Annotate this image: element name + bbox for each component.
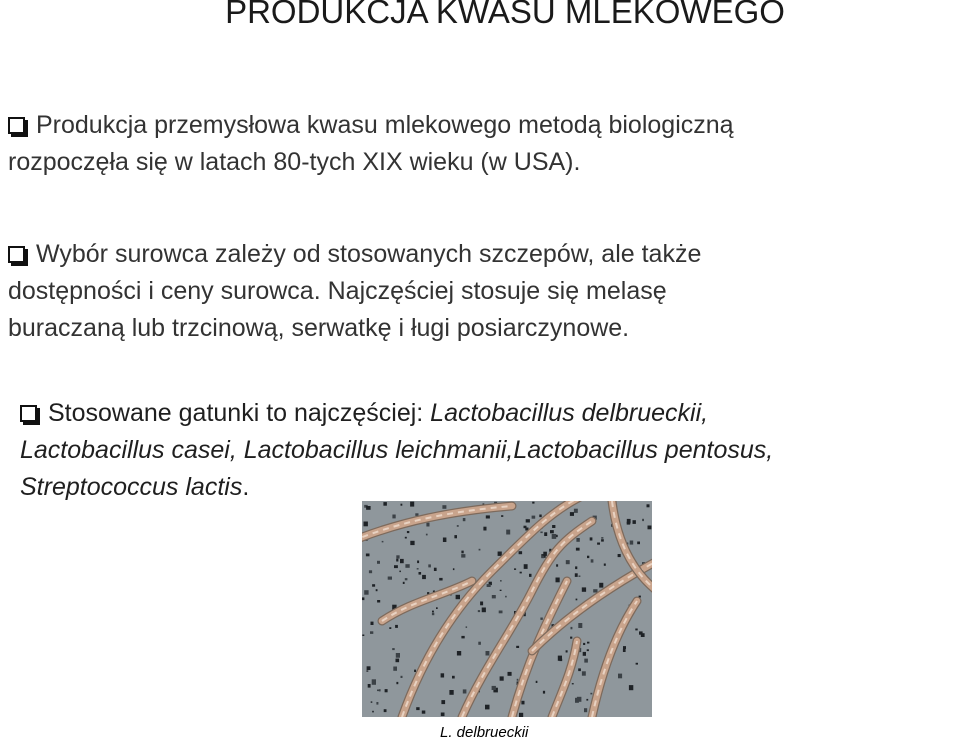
micrograph-dot bbox=[579, 576, 581, 577]
micrograph-dot bbox=[372, 584, 375, 587]
micrograph-dot bbox=[582, 587, 586, 591]
micrograph-dot bbox=[520, 572, 522, 574]
micrograph-dot bbox=[362, 635, 364, 637]
micrograph-dot bbox=[453, 568, 455, 570]
micrograph-dot bbox=[428, 564, 431, 567]
micrograph-dot bbox=[578, 668, 581, 671]
page-title: PRODUKCJA KWASU MLEKOWEGO bbox=[225, 0, 785, 30]
micrograph-dot bbox=[436, 607, 438, 609]
micrograph-dot bbox=[432, 613, 434, 616]
micrograph-dot bbox=[501, 515, 503, 517]
micrograph-dot bbox=[506, 530, 510, 535]
micrograph-dot bbox=[492, 595, 496, 598]
micrograph-dot bbox=[586, 699, 588, 701]
micrograph-dot bbox=[532, 502, 534, 504]
micrograph-dot bbox=[388, 577, 392, 580]
paragraph-raw-materials-line-1: Wybór surowca zależy od stosowanych szczepów, ale także bbox=[8, 236, 701, 273]
micrograph-dot bbox=[590, 537, 593, 540]
micrograph-dot bbox=[552, 534, 557, 539]
micrograph-dot bbox=[366, 554, 370, 557]
micrograph-dot bbox=[498, 552, 502, 556]
micrograph-dot bbox=[466, 626, 468, 628]
species-streptococcus-lactis: Streptococcus lactis bbox=[20, 473, 243, 501]
micrograph-dot bbox=[623, 649, 626, 652]
bacteria-micrograph-image bbox=[362, 501, 652, 717]
micrograph-dot bbox=[370, 631, 373, 634]
micrograph-dot bbox=[492, 686, 496, 690]
micrograph-dot bbox=[367, 666, 371, 670]
micrograph-dot bbox=[382, 541, 384, 543]
checkbox-bullet-icon bbox=[8, 117, 25, 134]
micrograph-dot bbox=[539, 515, 541, 518]
micrograph-dot bbox=[508, 672, 512, 676]
micrograph-dot bbox=[457, 651, 461, 656]
micrograph-dot bbox=[377, 600, 380, 603]
micrograph-dot bbox=[461, 554, 465, 558]
micrograph-dot bbox=[618, 674, 622, 679]
paragraph-raw-materials-line-3: buraczaną lub trzcinową, serwatkę i ługi posiarczynowe. bbox=[8, 314, 630, 342]
bacteria-micrograph-svg bbox=[362, 501, 652, 717]
micrograph-dot bbox=[566, 560, 570, 564]
micrograph-dot bbox=[637, 542, 640, 545]
micrograph-dot bbox=[566, 650, 568, 652]
micrograph-dot bbox=[648, 526, 652, 530]
micrograph-dot bbox=[478, 610, 480, 612]
micrograph-dot bbox=[552, 525, 555, 528]
micrograph-dot bbox=[526, 519, 530, 522]
micrograph-dot bbox=[635, 629, 637, 631]
micrograph-dot bbox=[396, 559, 398, 562]
micrograph-dot bbox=[416, 707, 419, 710]
micrograph-dot bbox=[541, 556, 544, 559]
micrograph-dot bbox=[591, 559, 594, 562]
micrograph-dot bbox=[417, 561, 419, 564]
micrograph-dot bbox=[500, 590, 502, 591]
paragraph-raw-materials bbox=[8, 236, 701, 347]
micrograph-dot bbox=[405, 578, 408, 580]
micrograph-dot bbox=[478, 642, 481, 645]
micrograph-dot bbox=[452, 676, 455, 679]
micrograph-dot bbox=[582, 671, 586, 675]
micrograph-dot bbox=[377, 561, 380, 564]
micrograph-dot bbox=[407, 531, 409, 533]
micrograph-dot bbox=[394, 565, 398, 568]
micrograph-dot bbox=[572, 683, 574, 684]
micrograph-dot bbox=[593, 589, 597, 592]
micrograph-dot bbox=[479, 549, 481, 551]
micrograph-dot bbox=[377, 690, 379, 692]
micrograph-dot bbox=[372, 679, 376, 685]
micrograph-dot bbox=[601, 537, 603, 539]
micrograph-dot bbox=[519, 713, 523, 717]
micrograph-dot bbox=[599, 583, 603, 588]
micrograph-dot bbox=[414, 670, 416, 672]
micrograph-dot bbox=[369, 570, 372, 573]
micrograph-dot bbox=[500, 580, 502, 582]
micrograph-dot bbox=[514, 568, 516, 570]
micrograph-dot bbox=[432, 611, 434, 613]
micrograph-dot bbox=[590, 693, 592, 695]
micrograph-dot bbox=[499, 611, 503, 614]
micrograph-dot bbox=[524, 564, 528, 569]
micrograph-dot bbox=[385, 689, 388, 692]
micrograph-dot bbox=[405, 564, 409, 568]
micrograph-dot bbox=[371, 622, 374, 625]
micrograph-dot bbox=[393, 667, 397, 671]
micrograph-dot bbox=[399, 571, 401, 573]
micrograph-dot bbox=[517, 679, 519, 681]
micrograph-dot bbox=[642, 519, 644, 521]
micrograph-dot bbox=[461, 636, 464, 639]
micrograph-dot bbox=[521, 701, 524, 705]
micrograph-dot bbox=[463, 689, 467, 693]
micrograph-dot bbox=[392, 648, 395, 650]
micrograph-dot bbox=[410, 541, 414, 545]
micrograph-dot bbox=[575, 573, 578, 577]
micrograph-dot bbox=[434, 568, 437, 571]
micrograph-dot bbox=[449, 690, 453, 695]
micrograph-dot bbox=[403, 582, 405, 584]
micrograph-dot bbox=[630, 541, 634, 545]
micrograph-dot bbox=[376, 702, 378, 705]
micrograph-dot bbox=[550, 530, 554, 533]
micrograph-dot bbox=[574, 509, 578, 513]
paragraph-species-line-2 bbox=[20, 432, 773, 469]
paragraph-history bbox=[8, 107, 734, 181]
micrograph-dot bbox=[372, 711, 374, 713]
micrograph-dot bbox=[601, 539, 604, 541]
micrograph-dot bbox=[405, 537, 407, 539]
micrograph-dot bbox=[647, 504, 650, 507]
micrograph-dot bbox=[400, 559, 404, 563]
micrograph-dot bbox=[486, 515, 490, 518]
micrograph-dot bbox=[454, 535, 457, 538]
micrograph-dot bbox=[371, 701, 373, 702]
micrograph-dot bbox=[364, 590, 368, 595]
micrograph-dot bbox=[543, 691, 545, 694]
micrograph-dot bbox=[578, 623, 582, 628]
micrograph-dot bbox=[584, 659, 588, 663]
micrograph-dot bbox=[584, 708, 587, 712]
micrograph-dot bbox=[633, 520, 636, 524]
micrograph-dot bbox=[364, 522, 368, 527]
micrograph-dot bbox=[442, 505, 446, 509]
micrograph-dot bbox=[439, 578, 442, 581]
micrograph-dot bbox=[396, 653, 400, 658]
micrograph-dot bbox=[587, 649, 589, 651]
micrograph-dot bbox=[540, 532, 542, 534]
micrograph-dot bbox=[443, 538, 447, 543]
micrograph-dot bbox=[570, 512, 574, 516]
micrograph-dot bbox=[401, 676, 403, 678]
species-lactobacillus-leichmanii-pentosus: Lactobacillus leichmanii,Lactobacillus pentosus, bbox=[243, 436, 774, 464]
micrograph-dot bbox=[422, 711, 426, 714]
micrograph-dot bbox=[556, 578, 560, 583]
micrograph-dot bbox=[505, 596, 507, 598]
micrograph-dot bbox=[441, 700, 445, 704]
paragraph-history-line-2: rozpoczęła się w latach 80-tych XIX wieku (w USA). bbox=[8, 148, 581, 176]
micrograph-dot bbox=[417, 568, 419, 569]
micrograph-dot bbox=[401, 504, 403, 506]
micrograph-dot bbox=[483, 527, 486, 531]
paragraph-species-line-1: Stosowane gatunki to najczęściej: Lactobacillus delbrueckii, bbox=[20, 395, 773, 432]
micrograph-dot bbox=[583, 652, 586, 656]
micrograph-dot bbox=[627, 519, 631, 524]
micrograph-dot bbox=[419, 572, 422, 575]
micrograph-dot bbox=[500, 676, 504, 680]
micrograph-dot bbox=[415, 513, 418, 516]
micrograph-dot bbox=[583, 643, 585, 645]
micrograph-dot bbox=[556, 564, 558, 566]
micrograph-dot bbox=[544, 532, 547, 536]
micrograph-dot bbox=[362, 597, 364, 600]
image-caption: L. delbrueckii bbox=[440, 724, 529, 741]
micrograph-dot bbox=[396, 682, 398, 684]
checkbox-bullet-icon bbox=[8, 246, 25, 263]
micrograph-dot bbox=[426, 534, 428, 536]
micrograph-dot bbox=[392, 515, 395, 519]
micrograph-dot bbox=[570, 637, 572, 639]
micrograph-dot bbox=[486, 651, 490, 656]
paragraph-history-line-1: Produkcja przemysłowa kwasu mlekowego metodą biologiczną bbox=[8, 107, 734, 144]
micrograph-dot bbox=[540, 618, 542, 620]
micrograph-dot bbox=[383, 502, 387, 506]
micrograph-dot bbox=[389, 627, 391, 629]
micrograph-dot bbox=[604, 564, 606, 566]
micrograph-dot bbox=[366, 670, 368, 671]
micrograph-dot bbox=[623, 646, 626, 649]
micrograph-dot bbox=[441, 713, 445, 717]
micrograph-dot bbox=[457, 525, 459, 527]
micrograph-dot bbox=[441, 673, 445, 677]
micrograph-dot bbox=[426, 523, 429, 527]
paragraph-species-line-3: Streptococcus lactis. bbox=[20, 473, 250, 501]
micrograph-dot bbox=[463, 518, 466, 521]
micrograph-dot bbox=[516, 646, 519, 648]
micrograph-dot bbox=[558, 656, 562, 661]
micrograph-dot bbox=[456, 595, 460, 599]
micrograph-dot bbox=[396, 555, 399, 558]
micrograph-dot bbox=[422, 575, 426, 579]
micrograph-dot bbox=[577, 697, 582, 702]
micrograph-dot bbox=[485, 705, 490, 710]
micrograph-dot bbox=[368, 684, 371, 688]
micrograph-dot bbox=[532, 516, 536, 519]
micrograph-dot bbox=[487, 584, 491, 587]
paragraph-species bbox=[20, 395, 773, 506]
micrograph-dot bbox=[482, 608, 486, 613]
micrograph-dot bbox=[384, 709, 387, 712]
species-lactobacillus-casei: Lactobacillus casei, bbox=[20, 436, 237, 464]
micrograph-dot bbox=[379, 689, 381, 691]
micrograph-dot bbox=[395, 625, 398, 628]
micrograph-dot bbox=[529, 574, 532, 577]
micrograph-dot bbox=[629, 685, 633, 690]
micrograph-dot bbox=[576, 599, 578, 601]
micrograph-dot bbox=[366, 506, 371, 510]
micrograph-dot bbox=[636, 663, 638, 665]
micrograph-dot bbox=[587, 642, 589, 644]
micrograph-dot bbox=[575, 566, 577, 569]
micrograph-dot bbox=[576, 538, 579, 542]
micrograph-dot bbox=[396, 659, 400, 663]
micrograph-dot bbox=[618, 554, 621, 557]
species-lactobacillus-delbrueckii: Lactobacillus delbrueckii, bbox=[430, 399, 709, 427]
micrograph-dot bbox=[587, 556, 589, 558]
micrograph-dot bbox=[376, 589, 378, 591]
checkbox-bullet-icon bbox=[20, 405, 37, 422]
micrograph-dot bbox=[543, 552, 547, 556]
micrograph-dot bbox=[519, 551, 523, 554]
micrograph-dot bbox=[410, 502, 414, 507]
micrograph-dot bbox=[536, 681, 538, 683]
micrograph-dot bbox=[641, 633, 645, 637]
micrograph-dot bbox=[480, 602, 483, 606]
paragraph-raw-materials-line-2: dostępności i ceny surowca. Najczęściej stosuje się melasę bbox=[8, 277, 667, 305]
micrograph-dot bbox=[461, 551, 463, 554]
micrograph-dot bbox=[576, 548, 580, 551]
micrograph-dot bbox=[571, 627, 573, 629]
micrograph-dot bbox=[597, 543, 600, 545]
